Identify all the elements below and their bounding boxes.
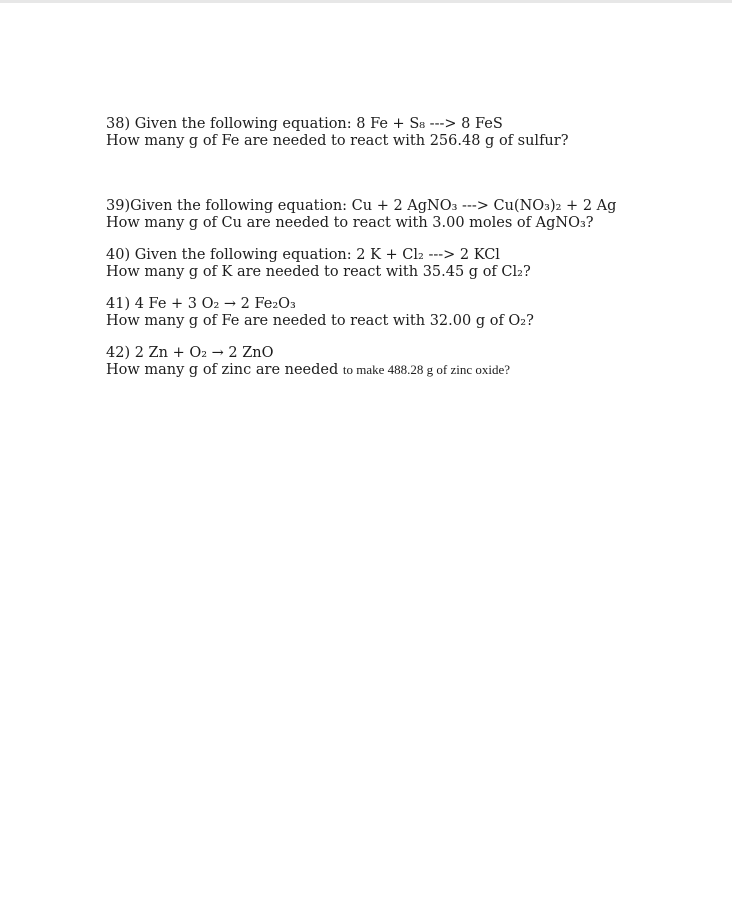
problem-39 [106,198,706,231]
worksheet-body [106,116,706,378]
problem-42-equation: 42) 2 Zn + O₂ → 2 ZnO [106,345,274,361]
problem-42-question-start: How many g of zinc are needed [106,361,343,378]
problem-41-question: How many g of Fe are needed to react with 32.00 g of O₂? [106,312,534,329]
problem-42 [106,345,706,378]
problem-39-equation: 39)Given the following equation: Cu + 2 AgNO₃ ---> Cu(NO₃)₂ + 2 Ag [106,198,617,214]
problem-42-question-end: to make 488.28 g of zinc oxide? [342,361,511,377]
problem-38-question: How many g of Fe are needed to react with 256.48 g of sulfur? [106,132,569,149]
problem-42-question [106,362,706,379]
problem-41-equation: 41) 4 Fe + 3 O₂ → 2 Fe₂O₃ [106,296,296,312]
problem-40-question: How many g of K are needed to react with 35.45 g of Cl₂? [106,263,531,280]
problem-38 [106,116,706,149]
problem-40-equation: 40) Given the following equation: 2 K + Cl₂ ---> 2 KCl [106,247,500,263]
problem-38-equation: 38) Given the following equation: 8 Fe + S₈ ---> 8 FeS [106,116,503,132]
problem-39-question: How many g of Cu are needed to react with 3.00 moles of AgNO₃? [106,214,594,231]
problem-41 [106,296,706,329]
problem-40 [106,247,706,280]
page-top-edge [0,0,732,3]
